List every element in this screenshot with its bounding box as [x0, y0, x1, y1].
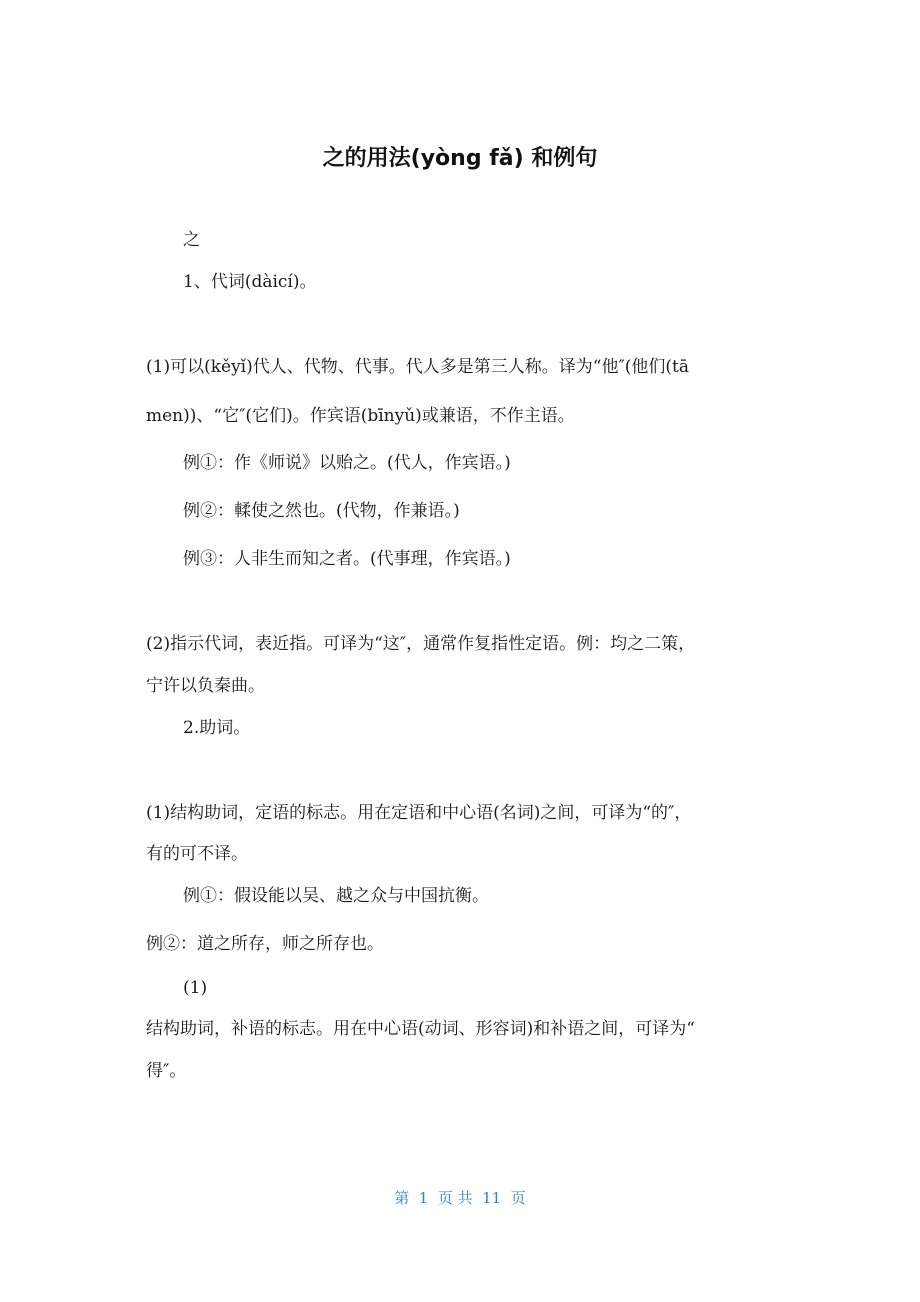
example-2: 例②：輮使之然也。(代物，作兼语。): [183, 501, 460, 521]
paragraph-2-line-2: 宁许以负秦曲。: [146, 676, 265, 696]
paragraph-1-line-2: men))、“它″(它们)。作宾语(bīnyǔ)或兼语，不作主语。: [146, 406, 575, 426]
paragraph-4-line-2: 得″。: [146, 1061, 187, 1081]
section-pronoun-heading: 1、代词(dàicí)。: [183, 272, 317, 292]
heading-zhi: 之: [183, 230, 200, 250]
example-3: 例③：人非生而知之者。(代事理，作宾语。): [183, 549, 511, 569]
paragraph-3-line-2: 有的可不译。: [146, 844, 248, 864]
document-title: 之的用法(yòng fǎ) 和例句: [322, 146, 598, 171]
example-1: 例①：作《师说》以贻之。(代人，作宾语。): [183, 453, 511, 473]
example-4: 例①：假设能以吴、越之众与中国抗衡。: [183, 886, 489, 906]
page-number-footer: 第 1 页 共 11 页: [394, 1189, 526, 1207]
paragraph-4-line-1: 结构助词，补语的标志。用在中心语(动词、形容词)和补语之间，可译为“: [146, 1019, 695, 1039]
section-particle-heading: 2.助词。: [183, 718, 251, 738]
paragraph-3-line-1: (1)结构助词，定语的标志。用在定语和中心语(名词)之间，可译为“的″，: [146, 803, 692, 823]
paragraph-2-line-1: (2)指示代词，表近指。可译为“这″，通常作复指性定语。例：均之二策，: [146, 634, 696, 654]
example-5: 例②：道之所存，师之所存也。: [146, 934, 384, 954]
paragraph-1-line-1: (1)可以(kěyǐ)代人、代物、代事。代人多是第三人称。译为“他″(他们(tā: [146, 357, 690, 377]
paragraph-4-marker: (1): [183, 978, 208, 998]
